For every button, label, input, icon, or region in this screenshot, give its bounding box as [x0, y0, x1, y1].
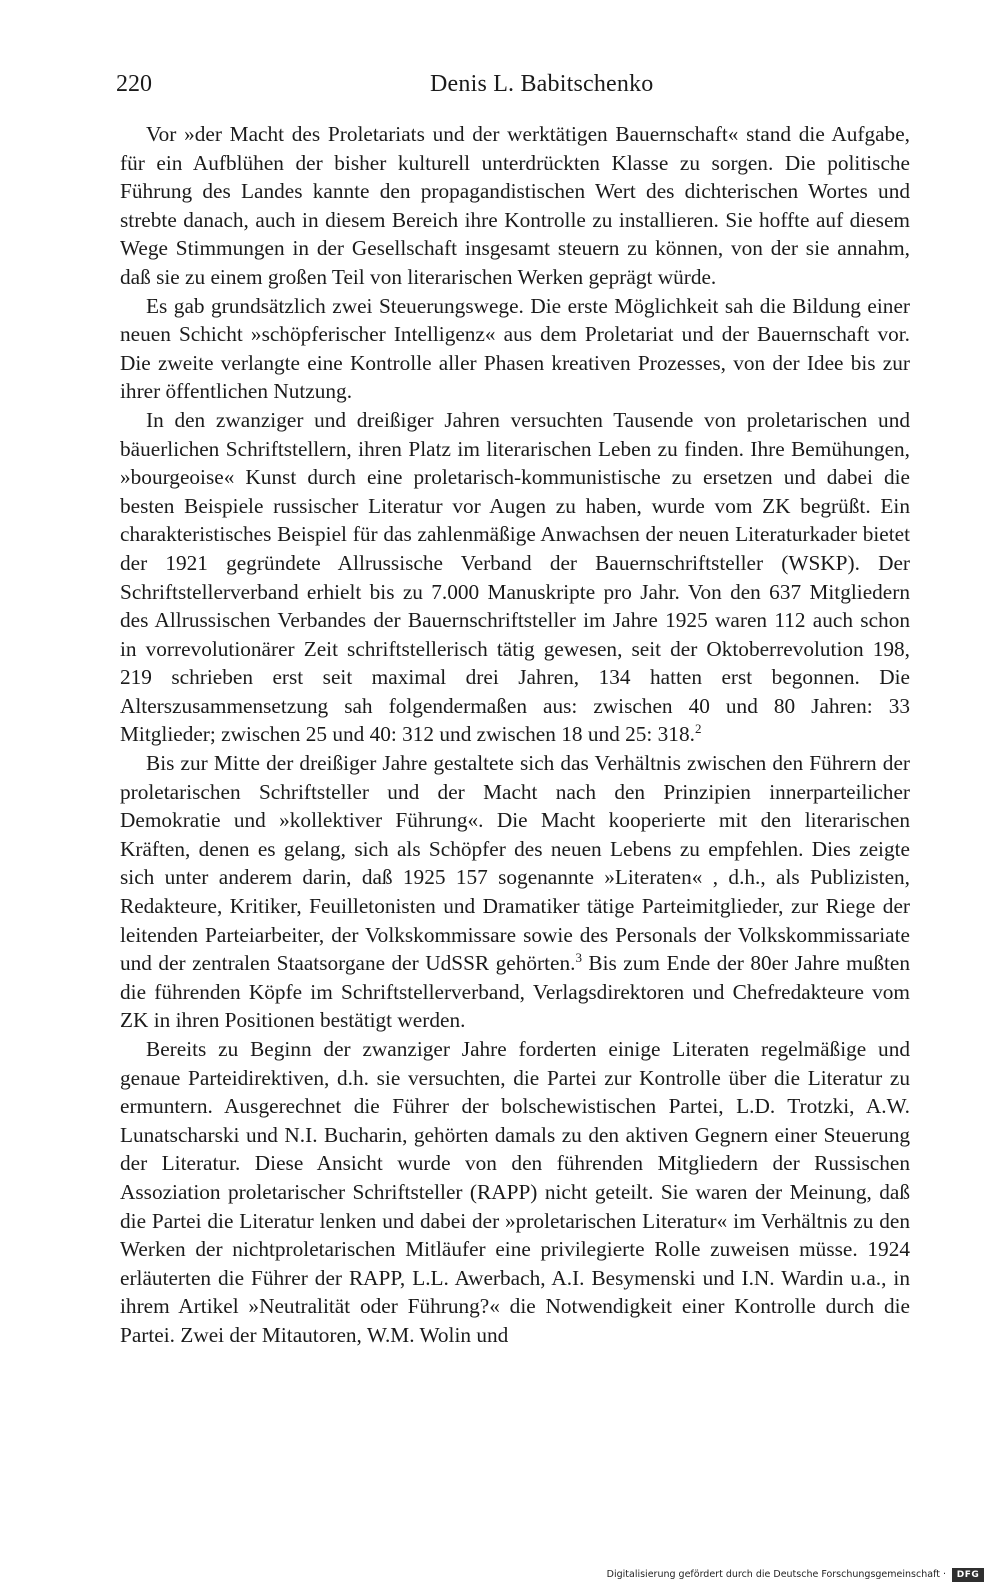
paragraph-4 — [120, 749, 910, 1035]
paragraph-1 — [120, 120, 910, 292]
footnote-marker-3: 3 — [575, 950, 582, 966]
paragraph-5-text: Bereits zu Beginn der zwanziger Jahre forderten einige Literaten regelmäßige und genaue Parteidirektiven, d.h. sie versuchten, die Partei zur Kontrolle über die Literatur zu ermuntern. Ausgerechnet die Führer der bolschewistischen Partei, L.D. Trotzki, A.W. Lunatscharski und N.I. Bucharin, gehörten damals zu den aktiven Gegnern einer Steuerung der Literatur. Diese Ansicht wurde von den führenden Mitgliedern der Russischen Assoziation proletarischer Schriftsteller (RAPP) nicht geteilt. Sie waren der Meinung, daß die Partei die Literatur lenken und dabei der »proletarischen Literatur« im Verhältnis zu den Werken der nichtproletarischen Mitläufer eine privilegierte Rolle zuweisen müsse. 1924 erläuterten die Führer der RAPP, L.L. Awerbach, A.I. Besymenski und I.N. Wardin u.a., in ihrem Artikel »Neutralität oder Führung?« die Notwendigkeit einer Kontrolle durch die Partei. Zwei der Mitautoren, W.M. Wolin und — [120, 1037, 910, 1347]
running-head: Denis L. Babitschenko — [430, 71, 654, 97]
digitization-note: Digitalisierung gefördert durch die Deutsche Forschungsgemeinschaft · — [606, 1569, 946, 1580]
footnote-marker-2: 2 — [694, 721, 702, 737]
paragraph-3-text: In den zwanziger und dreißiger Jahren versuchten Tausende von proletarischen und bäuerlichen Schriftstellern, ihren Platz im literarischen Leben zu finden. Ihre Bemühungen, »bourgeoise« Kunst durch eine proletarisch-kommunistische zu ersetzen und dabei die besten Beispiele russischer Literatur vor Augen zu haben, wurde vom ZK begrüßt. Ein charakteristisches Beispiel für das zahlenmäßige Anwachsen der neuen Literaturkader bietet der 1921 gegründete Allrussische Verband der Bauernschriftsteller (WSKP). Der Schriftstellerverband erhielt bis zu 7.000 Manuskripte pro Jahr. Von den 637 Mitgliedern des Allrussischen Verbandes der Bauernschriftsteller im Jahre 1925 waren 112 auch schon in vorrevolutionärer Zeit schriftstellerisch tätig gewesen, seit der Oktoberrevolution 198, 219 schrieben erst seit maximal drei Jahren, 134 hatten erst begonnen. Die Alterszusammensetzung sah folgendermaßen aus: zwischen 40 und 80 Jahren: 33 Mitglieder; zwischen 25 und 40: 312 und zwischen 18 und 25: 318. — [120, 407, 910, 747]
paragraph-2-text: Es gab grundsätzlich zwei Steuerungswege. Die erste Möglichkeit sah die Bildung einer neuen Schicht »schöpferischer Intelligenz« aus dem Proletariat und der Bauernschaft vor. Die zweite verlangte eine Kontrolle aller Phasen kreativen Prozesses, von der Idee bis zur ihrer öffentlichen Nutzung. — [120, 293, 910, 404]
dfg-logo: DFG — [952, 1568, 984, 1582]
paragraph-4-text-continued: Bis zum Ende der 80er Jahre mußten die führenden Köpfe im Schriftstellerverband, Verlagsdirektoren und Chefredakteure vom ZK in ihren Positionen bestätigt werden. — [120, 951, 910, 1033]
paragraph-4-text: Bis zur Mitte der dreißiger Jahre gestaltete sich das Verhältnis zwischen den Führern der proletarischen Schriftsteller und der Macht nach den Prinzipien innerparteilicher Demokratie und »kollektiver Führung«. Die Macht kooperierte mit den literarischen Kräften, denen es gelang, sich als Schöpfer des neuen Lebens zu empfehlen. Dies zeigte sich unter anderem darin, daß 1925 157 sogenannte »Literaten« , d.h., als Publizisten, Redakteure, Kritiker, Feuilletonisten und Dramatiker tätige Parteimitglieder, zur Riege der leitenden Parteiarbeiter, der Volkskommissare sowie des Personals der Volkskommissariate und der zentralen Staatsorgane der UdSSR gehörten. — [120, 751, 910, 976]
paragraph-3 — [120, 406, 910, 749]
paragraph-5 — [120, 1035, 910, 1350]
paragraph-1-text: Vor »der Macht des Proletariats und der werktätigen Bauernschaft« stand die Aufgabe, für ein Aufblühen der bisher kulturell unterdrückten Klasse zu sorgen. Die politische Führung des Landes kannte den propagandistischen Wert des dichterischen Wortes und strebte danach, auch in diesem Bereich ihre Kontrolle zu installieren. Sie hoffte auf diesem Wege Stimmungen in der Gesellschaft insgesamt steuern zu können, von der sie annahm, daß sie zu einem großen Teil von literarischen Werken geprägt würde. — [120, 122, 910, 289]
body-text — [120, 120, 910, 1350]
paragraph-2 — [120, 292, 910, 406]
page-number: 220 — [116, 71, 152, 97]
